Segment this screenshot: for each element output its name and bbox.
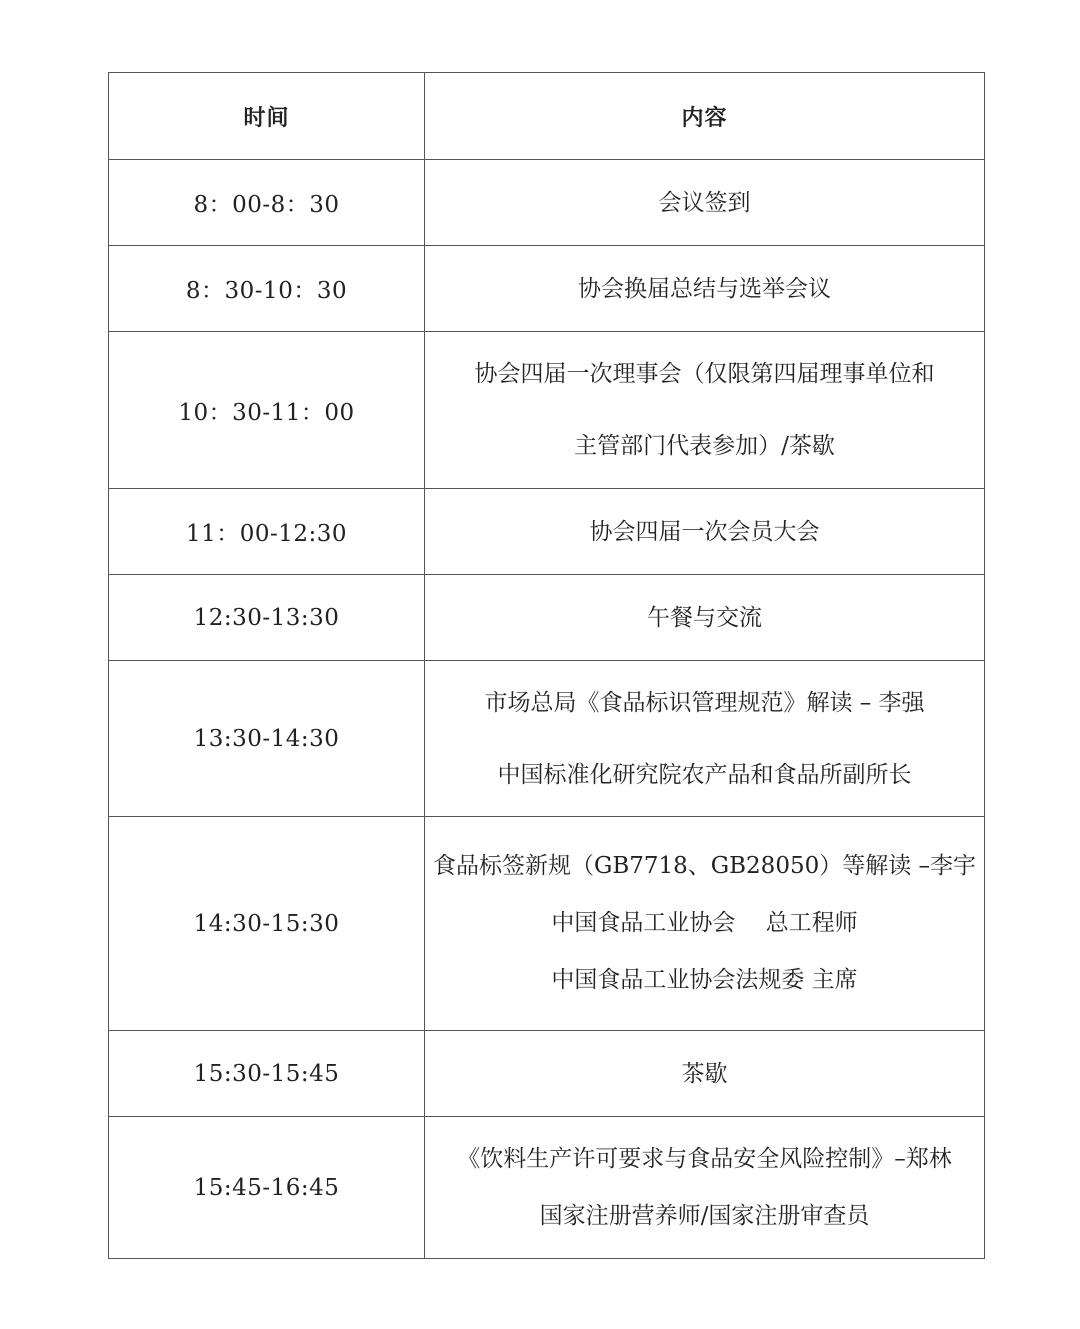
content-line: 食品标签新规（GB7718、GB28050）等解读 –李宇	[432, 853, 977, 879]
table-row	[109, 1031, 985, 1117]
time-cell: 15:45-16:45	[109, 1117, 425, 1259]
header-time: 时间	[109, 73, 425, 160]
time-cell: 11：00-12:30	[109, 489, 425, 575]
table-row	[109, 661, 985, 817]
content-cell	[425, 332, 985, 489]
time-cell: 10：30-11：00	[109, 332, 425, 489]
content-cell	[425, 246, 985, 332]
content-cell	[425, 1031, 985, 1117]
time-cell: 14:30-15:30	[109, 817, 425, 1031]
content-line: 中国食品工业协会法规委 主席	[551, 967, 858, 993]
content-cell	[425, 575, 985, 661]
content-line: 茶歇	[681, 1060, 728, 1087]
table-row	[109, 575, 985, 661]
content-line: 国家注册营养师/国家注册审查员	[539, 1202, 870, 1229]
table-row	[109, 246, 985, 332]
content-line: 协会四届一次会员大会	[589, 518, 820, 545]
content-line: 中国标准化研究院农产品和食品所副所长	[497, 761, 912, 788]
content-line: 协会换届总结与选举会议	[578, 275, 831, 302]
content-cell	[425, 1117, 985, 1259]
table-row	[109, 160, 985, 246]
content-line: 市场总局《食品标识管理规范》解读 – 李强	[484, 689, 925, 716]
time-cell: 15:30-15:45	[109, 1031, 425, 1117]
content-cell	[425, 160, 985, 246]
content-cell	[425, 489, 985, 575]
content-cell	[425, 817, 985, 1031]
content-line: 中国食品工业协会 总工程师	[551, 910, 858, 936]
content-line: 午餐与交流	[647, 604, 762, 631]
table-row	[109, 332, 985, 489]
time-cell: 12:30-13:30	[109, 575, 425, 661]
content-line: 会议签到	[658, 189, 751, 216]
content-line: 《饮料生产许可要求与食品安全风险控制》–郑林	[457, 1145, 952, 1172]
table-row	[109, 1117, 985, 1259]
time-cell: 8：30-10：30	[109, 246, 425, 332]
table-row	[109, 817, 985, 1031]
table-row	[109, 489, 985, 575]
content-cell	[425, 661, 985, 817]
time-cell: 8：00-8：30	[109, 160, 425, 246]
schedule-table	[108, 72, 985, 1259]
content-line: 主管部门代表参加）/茶歇	[574, 433, 835, 459]
table-header-row	[109, 73, 985, 160]
content-line: 协会四届一次理事会（仅限第四届理事单位和	[474, 361, 935, 387]
time-cell: 13:30-14:30	[109, 661, 425, 817]
header-content: 内容	[425, 73, 985, 160]
